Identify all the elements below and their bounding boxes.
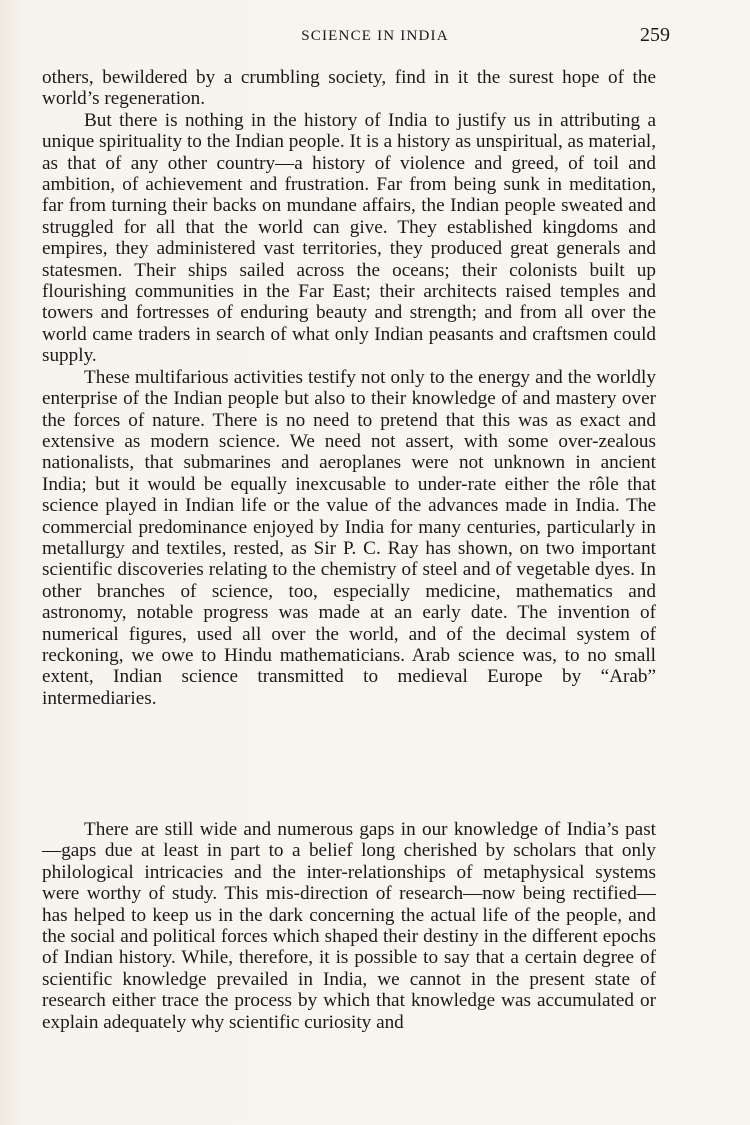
paragraph-continued: others, bewildered by a crumbling society, find in it the surest hope of the world’s regeneration.: [42, 67, 656, 110]
text-block-upper: [42, 67, 656, 709]
running-head: SCIENCE IN INDIA: [301, 28, 449, 44]
paragraph-gaps: There are still wide and numerous gaps in our knowledge of India’s past—gaps due at least in part to a belief long cherished by scholars that only philological intricacies and the inter-relationships of metaphysical systems were worthy of study. This mis-direction of research—now being rectified—has helped to keep us in the dark concerning the actual life of the people, and the social and political forces which shaped their destiny in the different epochs of Indian history. While, therefore, it is possible to say that a certain degree of scientific knowledge prevailed in India, we cannot in the present state of research either trace the process by which that knowledge was accumulated or explain adequately why scientific curiosity and: [42, 819, 656, 1033]
paragraph-activities: These multifarious activities testify not only to the energy and the worldly enterprise of the Indian people but also to their knowledge of and mastery over the forces of nature. There is no need to pretend that this was as exact and extensive as modern science. We need not assert, with some over-zealous nationalists, that submarines and aeroplanes were not unknown in ancient India; but it would be equally inexcusable to under-rate either the rôle that science played in Indian life or the value of the advances made in India. The commercial predominance enjoyed by India for many centuries, particularly in metallurgy and textiles, rested, as Sir P. C. Ray has shown, on two important scientific discoveries relating to the chemistry of steel and of vegetable dyes. In other branches of science, too, especially medicine, mathematics and astronomy, notable progress was made at an early date. The invention of numerical figures, used all over the world, and of the decimal system of reckoning, we owe to Hindu mathematicians. Arab science was, to no small extent, Indian science transmitted to medieval Europe by “Arab” intermediaries.: [42, 366, 656, 709]
paragraph-spirituality: But there is nothing in the history of India to justify us in attributing a unique spirituality to the Indian people. It is a history as unspiritual, as material, as that of any other country—a history of violence and greed, of toil and ambition, of achievement and frustration. Far from being sunk in meditation, far from turning their backs on mundane affairs, the Indian people sweated and struggled for all that the world can give. They established kingdoms and empires, they administered vast territories, they produced great generals and statesmen. Their ships sailed across the oceans; their colonists built up flourishing communities in the Far East; their architects raised temples and towers and fortresses of enduring beauty and strength; and from all over the world came traders in search of what only Indian peasants and craftsmen could supply.: [42, 109, 656, 367]
text-block-lower: [42, 819, 656, 1033]
page-number: 259: [640, 24, 670, 46]
